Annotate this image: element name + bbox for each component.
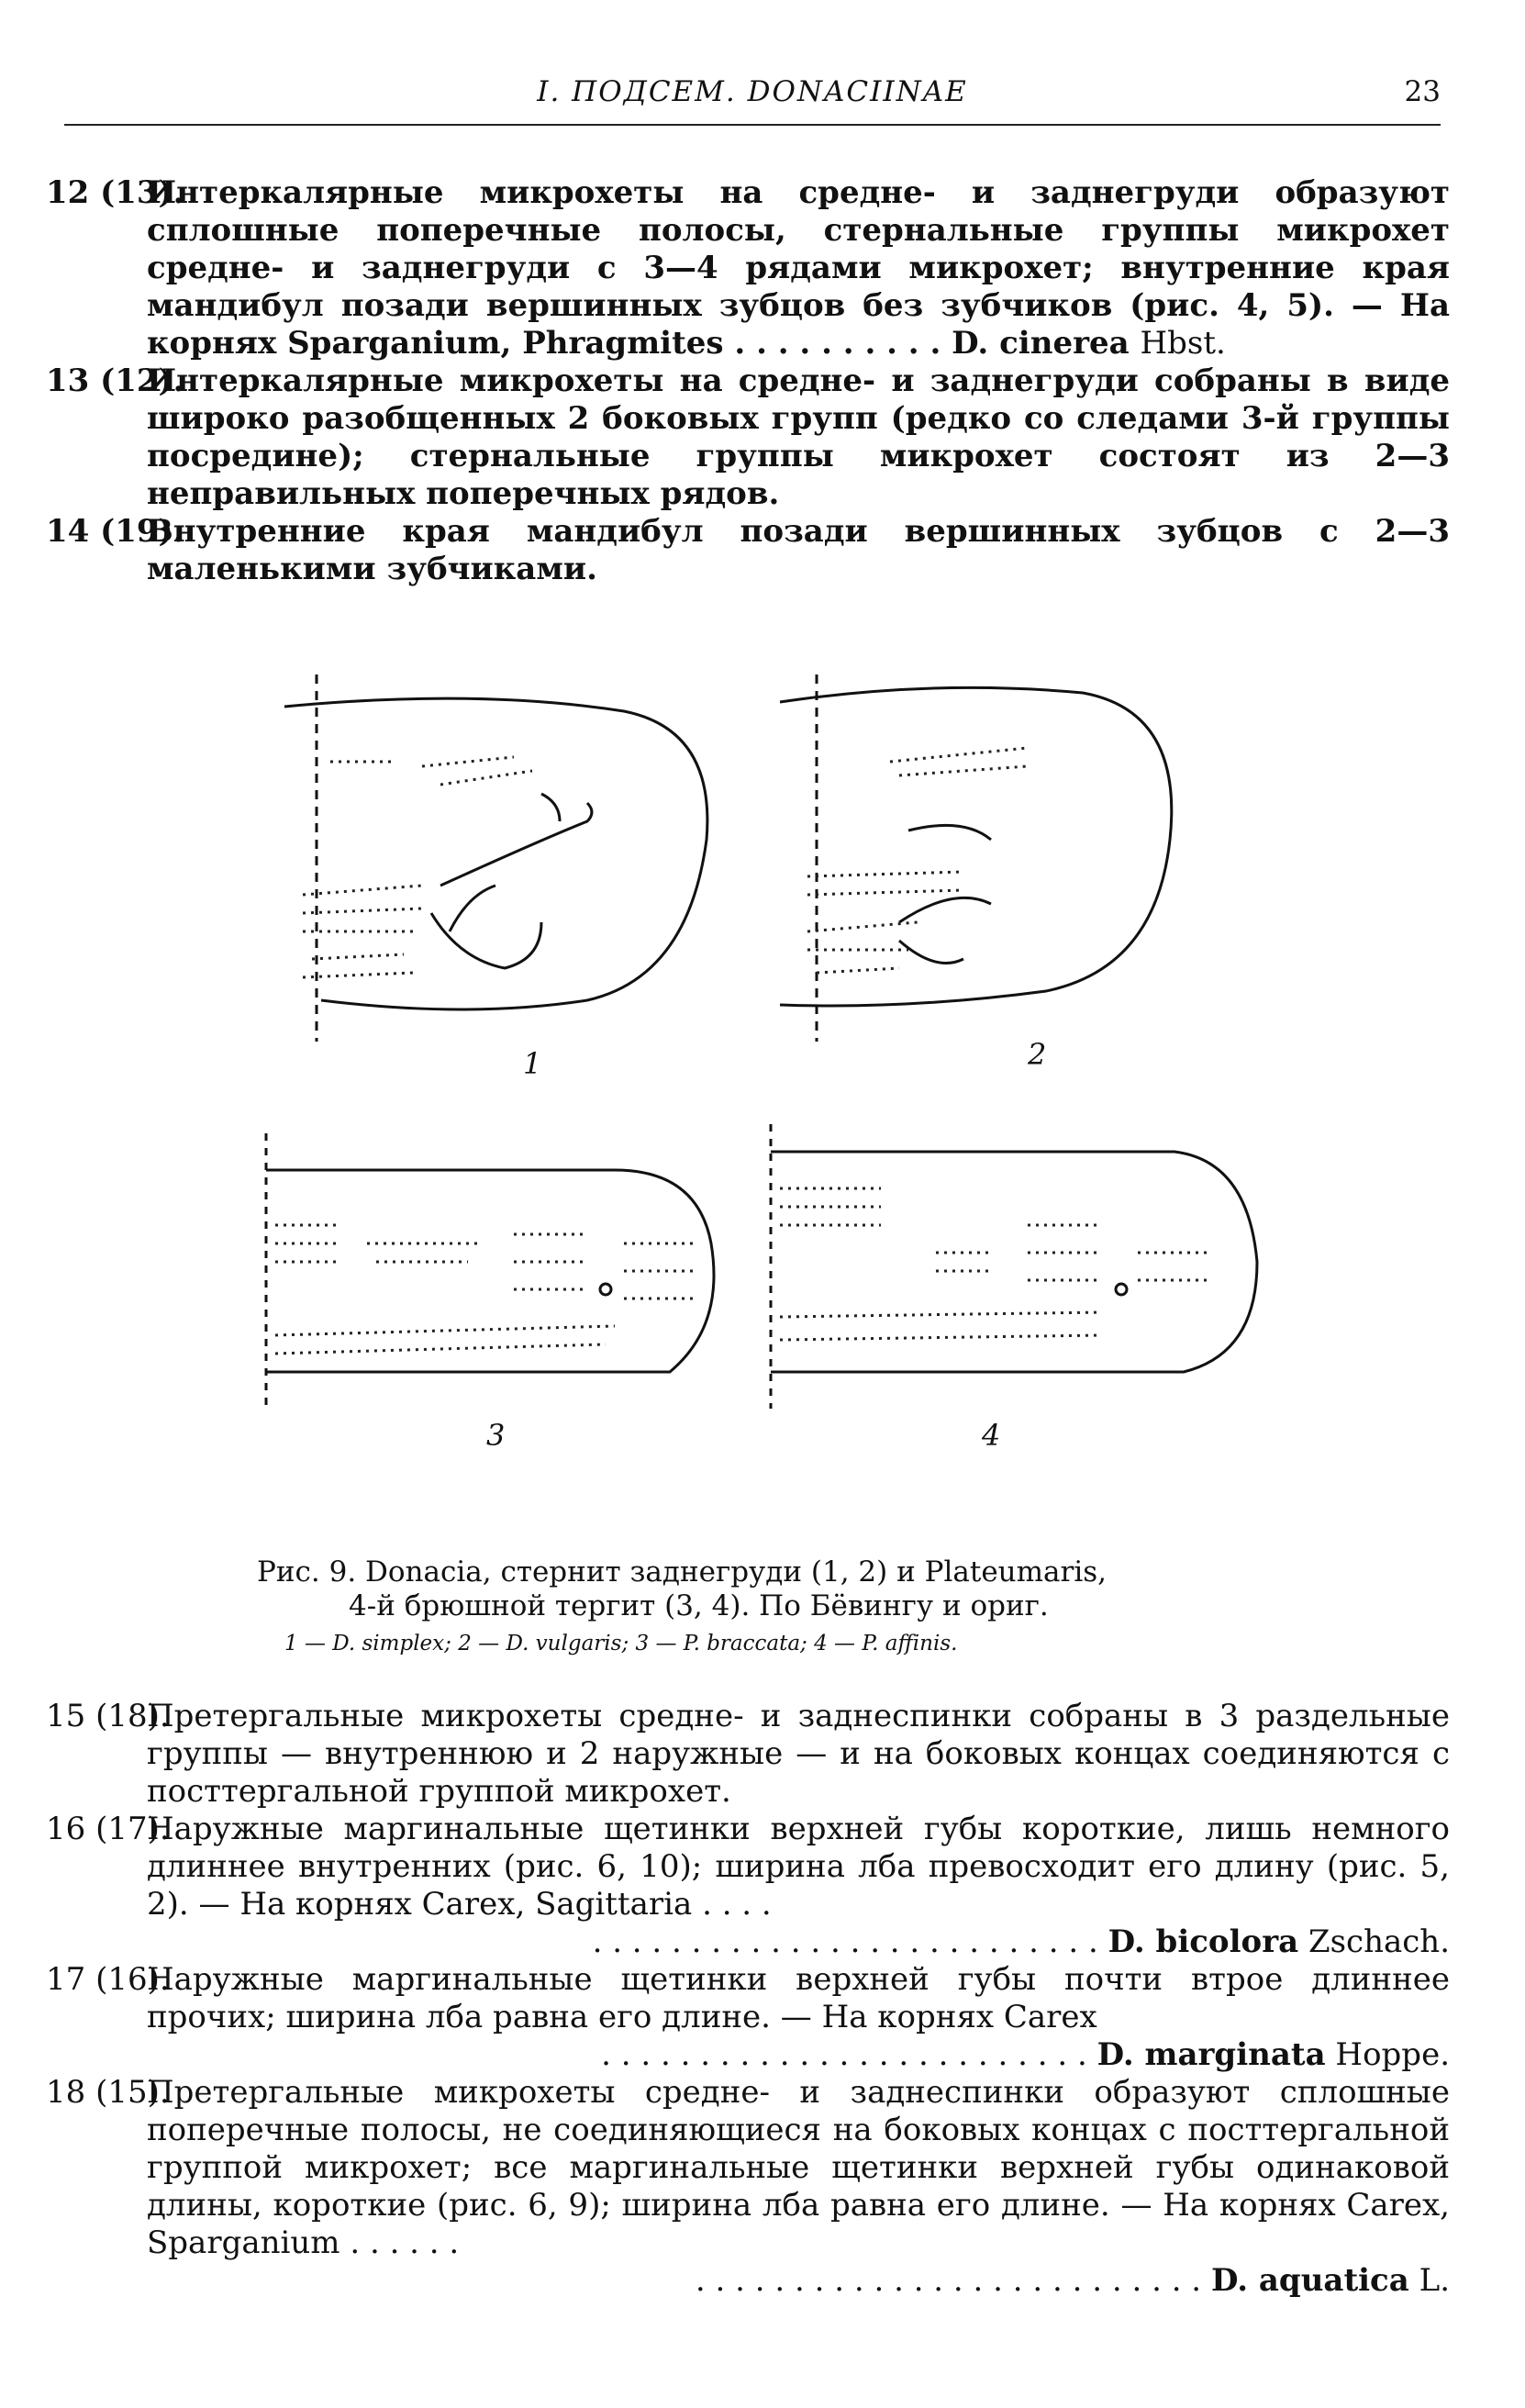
figure-panel-1	[284, 674, 707, 1042]
key-entries-bottom	[46, 1698, 1450, 2300]
key-entry-16	[46, 1811, 1450, 1961]
species-name: D. marginata	[1096, 2036, 1326, 2073]
key-entry-12	[46, 174, 1450, 362]
entry-text: Интеркалярные микрохеты на средне- и заднегруди собраны в виде широко разобщенных 2 боковых групп (редко со следами 3-й группы посредине); стернальные группы микрохет состоят из 2—3 неправильных поперечных рядов.	[147, 362, 1450, 512]
figure-panel-3	[266, 1133, 714, 1409]
entry-number: 14 (19).	[46, 513, 184, 550]
entry-number: 15 (18).	[46, 1698, 170, 1734]
running-header	[64, 75, 1441, 112]
entry-number: 12 (13).	[46, 174, 184, 211]
key-entry-17	[46, 1961, 1450, 2074]
species-name: D. aquatica	[1210, 2262, 1409, 2299]
species-name: D. bicolora	[1108, 1923, 1299, 1960]
entry-text: Претергальные микрохеты средне- и заднеспинки собраны в 3 раздельные группы — внутреннюю и 2 наружные — и на боковых концах соединяются с посттергальной группой микрохет.	[147, 1698, 1450, 1810]
entry-text: Претергальные микрохеты средне- и заднеспинки образуют сплошные поперечные полосы, не соединяющиеся на боковых концах с посттергальной группой микрохет; все маргинальные щетинки верхней губы одинаковой длины, короткие (рис. 6, 9); ширина лба равна его длине. — На корнях Carex, Sparganium . . . . . .	[147, 2074, 1450, 2261]
key-entry-14	[46, 513, 1450, 588]
figure-9	[239, 656, 1266, 1574]
figure-panel-4	[771, 1124, 1257, 1409]
species-author: Hoppe.	[1335, 2036, 1450, 2073]
species-name: D. cinerea	[952, 325, 1130, 362]
figure-label-1: 1	[523, 1046, 542, 1081]
entry-leader	[147, 1923, 1450, 1961]
entry-leader	[147, 2262, 1450, 2300]
key-entry-13	[46, 362, 1450, 513]
figure-panel-2	[780, 674, 1172, 1042]
entry-text: Наружные маргинальные щетинки верхней губы короткие, лишь немного длиннее внутренних (рис. 6, 10); ширина лба превосходит его длину (рис. 5, 2). — На корнях Carex, Sagittaria . . . .	[147, 1811, 1450, 1923]
figure-label-3: 3	[486, 1418, 506, 1453]
entry-text: Внутренние края мандибул позади вершинных зубцов с 2—3 маленькими зубчиками.	[147, 513, 1450, 587]
figure-caption	[257, 1555, 1266, 1661]
entry-leader	[147, 2036, 1450, 2074]
figure-label-2: 2	[1028, 1037, 1047, 1072]
entry-number: 18 (15).	[46, 2074, 170, 2111]
leader-dots: . . . . . . . . . . . . . . . . . . . . . . . . . .	[592, 1923, 1098, 1960]
species-author: Zschach.	[1308, 1923, 1450, 1960]
leader-dots: . . . . . . . . . . . . . . . . . . . . . . . . .	[601, 2036, 1087, 2073]
entry-text: Наружные маргинальные щетинки верхней губы почти втрое длиннее прочих; ширина лба равна его длине. — На корнях Carex	[147, 1961, 1450, 2035]
entry-number: 17 (16).	[46, 1961, 170, 1998]
species-author: L.	[1419, 2262, 1450, 2299]
running-title: I. ПОДСЕМ. DONACIINAE	[537, 75, 968, 108]
species-author: Hbst.	[1140, 325, 1226, 362]
entry-text: Интеркалярные микрохеты на средне- и заднегруди образуют сплошные поперечные полосы, стернальные группы микрохет средне- и заднегруди с 3—4 рядами микрохет; внутренние края мандибул позади вершинных зубцов без зубчиков (рис. 4, 5). — На корнях Sparganium, Phragmites . . . . . . . . . .	[147, 174, 1450, 362]
entry-number: 16 (17).	[46, 1811, 170, 1847]
key-entry-15	[46, 1698, 1450, 1811]
key-entries-top	[46, 174, 1450, 588]
entry-number: 13 (12).	[46, 362, 184, 399]
header-rule	[64, 124, 1441, 126]
caption-line-1: Рис. 9. Donacia, стернит заднегруди (1, 2) и Plateumaris,	[257, 1555, 1108, 1589]
key-entry-18	[46, 2074, 1450, 2300]
caption-legend: 1 — D. simplex; 2 — D. vulgaris; 3 — P. braccata; 4 — P. affinis.	[284, 1632, 958, 1656]
caption-line-2: 4-й брюшной тергит (3, 4). По Бёвингу и ориг.	[349, 1589, 1049, 1622]
figure-label-4: 4	[982, 1418, 1001, 1453]
leader-dots: . . . . . . . . . . . . . . . . . . . . . . . . . .	[695, 2262, 1202, 2299]
page-number: 23	[1404, 75, 1441, 108]
